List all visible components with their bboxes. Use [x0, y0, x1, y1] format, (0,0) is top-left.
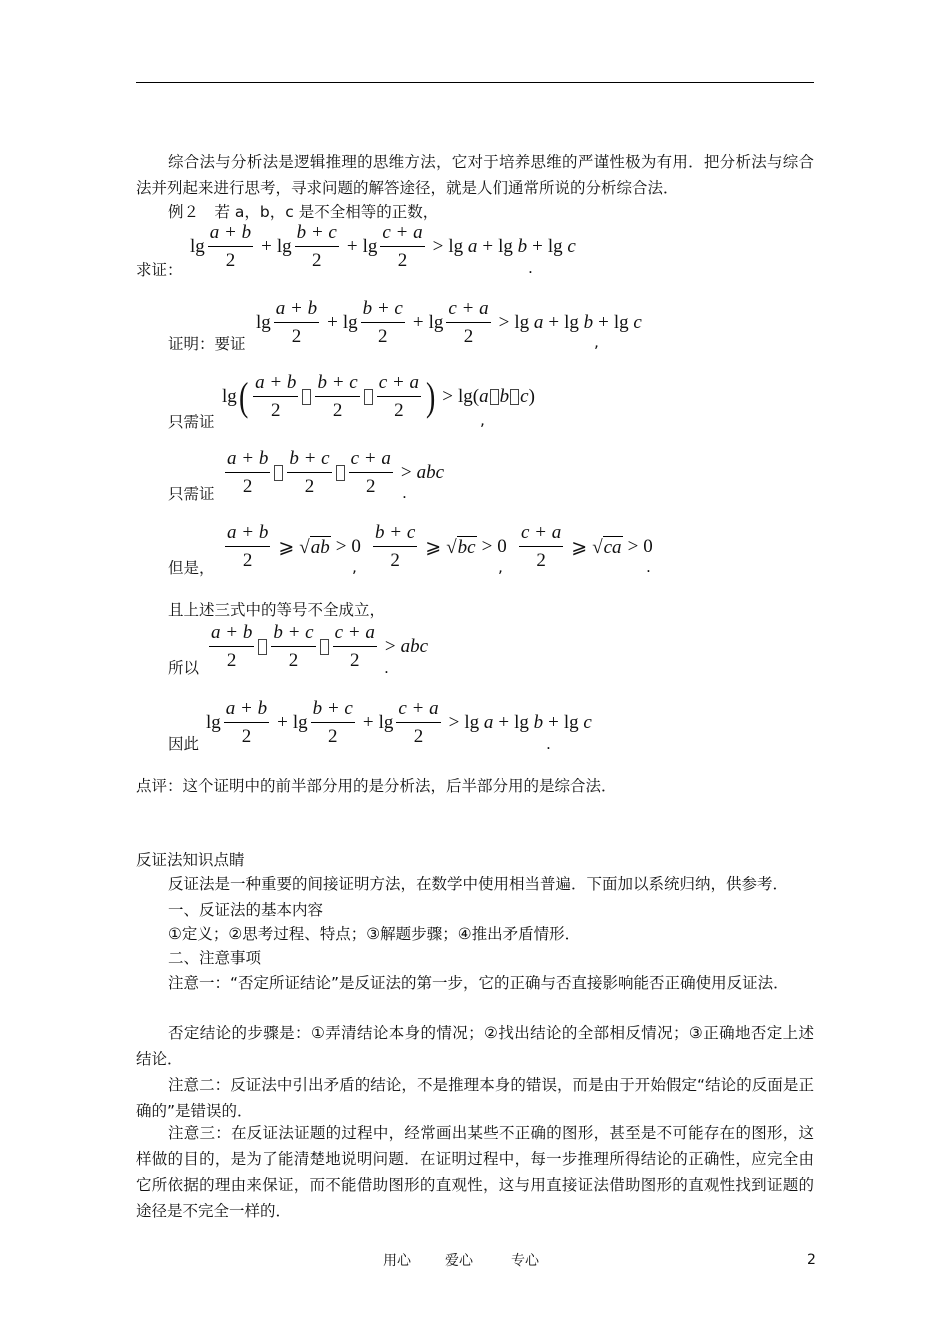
note-1-steps: 否定结论的步骤是：①弄清结论本身的情况；②找出结论的全部相反情况；③正确地否定上述结论．	[136, 1024, 814, 1068]
formula-zhixuzheng-2	[222, 448, 444, 498]
label-yinci: 因此	[168, 735, 200, 753]
denominator: 2	[311, 250, 322, 271]
period: .	[546, 735, 551, 753]
left-paren: (	[472, 386, 480, 407]
denominator: 2	[463, 326, 474, 347]
lg: lg	[448, 236, 464, 257]
section-title: 反证法知识点睛	[136, 851, 245, 869]
greater-than: >	[335, 536, 347, 557]
lg: lg	[190, 236, 205, 257]
lg: lg	[292, 712, 308, 733]
plus: +	[261, 236, 272, 257]
lg: lg	[458, 386, 473, 407]
section-intro: 反证法是一种重要的间接证明方法，在数学中使用相当普遍．下面加以系统归纳，供参考．	[168, 875, 789, 893]
label-qiuzheng: 求证：	[136, 261, 183, 279]
placeholder-box	[320, 639, 329, 655]
label-zhixuzheng: 只需证	[168, 485, 215, 503]
numerator: c + a	[396, 698, 440, 723]
page-number: 2	[807, 1252, 816, 1268]
placeholder-box	[336, 465, 345, 481]
formula-yaozheng	[256, 298, 642, 348]
plus: +	[277, 712, 288, 733]
zero: 0	[643, 536, 653, 557]
lg: lg	[256, 312, 271, 333]
zero: 0	[497, 536, 507, 557]
var-c: c	[583, 712, 592, 733]
denominator: 2	[377, 326, 388, 347]
greater-than: >	[442, 386, 454, 407]
lg: lg	[514, 312, 530, 333]
plus: +	[498, 712, 510, 733]
greater-than: >	[432, 236, 444, 257]
numerator: c + a	[349, 448, 393, 473]
denominator: 2	[241, 726, 252, 747]
var-b: b	[517, 236, 528, 257]
product-abc: abc	[400, 636, 429, 657]
numerator: c + a	[519, 522, 563, 547]
period: .	[646, 558, 651, 576]
right-paren: )	[528, 386, 535, 407]
lg: lg	[206, 712, 221, 733]
plus: +	[482, 236, 494, 257]
greater-than: >	[498, 312, 510, 333]
comma: ,	[594, 333, 599, 351]
content-items: ①定义；②思考过程、特点；③解题步骤；④推出矛盾情形．	[168, 925, 581, 943]
denominator: 2	[225, 250, 236, 271]
lg: lg	[342, 312, 358, 333]
plus: +	[532, 236, 543, 257]
var-b: b	[583, 312, 594, 333]
var-b: b	[533, 712, 544, 733]
lg: lg	[276, 236, 292, 257]
placeholder-box	[364, 389, 373, 405]
var-a: a	[483, 712, 494, 733]
denominator: 2	[242, 550, 253, 571]
numerator: a + b	[224, 698, 269, 723]
denominator: 2	[390, 550, 400, 571]
denominator: 2	[394, 400, 404, 421]
comment: 点评：这个证明中的前半部分用的是分析法，后半部分用的是综合法．	[136, 777, 617, 795]
numerator: b + c	[287, 448, 331, 473]
radicand: ab	[310, 536, 330, 558]
numerator: a + b	[274, 298, 319, 323]
sqrt-sign: √	[299, 536, 310, 558]
label-suoyi: 所以	[168, 659, 200, 677]
comma: ,	[352, 558, 357, 576]
lg: lg	[222, 386, 237, 407]
greater-than: >	[448, 712, 460, 733]
var-a: a	[533, 312, 544, 333]
formula-to-prove	[190, 222, 576, 272]
footer-zhuanxin: 专心	[511, 1253, 539, 1269]
plus: +	[548, 312, 560, 333]
period: .	[528, 259, 533, 277]
period: .	[384, 659, 389, 677]
inequality-ab	[222, 522, 361, 572]
denominator: 2	[327, 726, 338, 747]
radicand: bc	[457, 536, 476, 558]
lg: lg	[563, 712, 579, 733]
lg: lg	[428, 312, 444, 333]
right-paren: )	[425, 374, 436, 419]
numerator: a + b	[208, 222, 253, 247]
greater-than: >	[627, 536, 639, 557]
denominator: 2	[332, 400, 343, 421]
denominator: 2	[397, 250, 408, 271]
plus: +	[548, 712, 559, 733]
lg: lg	[378, 712, 394, 733]
lg: lg	[564, 312, 579, 333]
footer-aixin: 爱心	[445, 1253, 473, 1269]
numerator: a + b	[253, 372, 298, 397]
plus: +	[598, 312, 609, 333]
placeholder-box	[302, 389, 311, 405]
denominator: 2	[242, 476, 253, 497]
lg: lg	[362, 236, 378, 257]
denominator: 2	[291, 326, 302, 347]
plus: +	[327, 312, 338, 333]
placeholder-box	[490, 389, 499, 405]
greater-than: >	[481, 536, 493, 557]
formula-zhixuzheng-1	[222, 372, 535, 422]
numerator: c + a	[333, 622, 377, 647]
lg: lg	[498, 236, 513, 257]
denominator: 2	[349, 650, 360, 671]
radicand: ca	[603, 536, 622, 558]
numerator: c + a	[377, 372, 421, 397]
plus: +	[412, 312, 424, 333]
sqrt-sign: √	[592, 536, 603, 558]
numerator: b + c	[315, 372, 359, 397]
denominator: 2	[536, 550, 546, 571]
numerator: b + c	[373, 522, 417, 547]
formula-conclusion	[206, 698, 592, 748]
geq: ⩾	[425, 536, 442, 558]
left-paren: (	[238, 374, 249, 419]
numerator: c + a	[380, 222, 424, 247]
plus: +	[362, 712, 374, 733]
var-c: c	[567, 236, 576, 257]
greater-than: >	[384, 636, 396, 657]
inequality-ca	[516, 522, 653, 572]
placeholder-box	[258, 639, 267, 655]
numerator: b + c	[295, 222, 339, 247]
numerator: b + c	[311, 698, 355, 723]
numerator: c + a	[446, 298, 490, 323]
var-c: c	[633, 312, 642, 333]
var-c: c	[520, 386, 529, 407]
formula-suoyi	[206, 622, 428, 672]
placeholder-box	[274, 465, 283, 481]
period: .	[402, 484, 407, 502]
heading-basic-content: 一、反证法的基本内容	[168, 901, 324, 919]
label-zhixuzheng: 只需证	[168, 413, 215, 431]
numerator: a + b	[225, 522, 270, 547]
plus: +	[346, 236, 358, 257]
comma: ,	[498, 558, 503, 576]
inequality-bc	[370, 522, 507, 572]
denominator: 2	[271, 400, 281, 421]
placeholder-box	[510, 389, 519, 405]
note-2: 注意二：反证法中引出矛盾的结论，不是推理本身的错误，而是由于开始假定“结论的反面是正确的”是错误的．	[136, 1076, 814, 1120]
paragraph-synthesis-analysis: 综合法与分析法是逻辑推理的思维方法，它对于培养思维的严谨性极为有用．把分析法与综合法并列起来进行思考，寻求问题的解答途径，就是人们通常所说的分析综合法．	[136, 153, 814, 197]
denominator: 2	[226, 650, 237, 671]
note-3: 注意三：在反证法证题的过程中，经常画出某些不正确的图形，甚至是不可能存在的图形，这样做的目的，是为了能清楚地说明问题．在证明过程中，每一步推理所得结论的正确性，应完全由它所依据的理由来保证，而不能借助图形的直观性，这与用直接证法借助图形的直观性找到证题的途径是不完全一样的．	[136, 1124, 814, 1220]
sqrt-sign: √	[446, 536, 457, 558]
var-b: b	[499, 386, 510, 407]
heading-notes: 二、注意事项	[168, 949, 262, 967]
var-a: a	[467, 236, 478, 257]
var-a: a	[479, 386, 489, 407]
numerator: b + c	[361, 298, 405, 323]
lg: lg	[613, 312, 629, 333]
product-abc: abc	[416, 462, 445, 483]
equality-note: 且上述三式中的等号不全成立，	[168, 601, 386, 619]
denominator: 2	[365, 476, 376, 497]
lg: lg	[464, 712, 480, 733]
denominator: 2	[413, 726, 424, 747]
label-danshi: 但是，	[168, 559, 215, 577]
greater-than: >	[400, 462, 412, 483]
denominator: 2	[304, 476, 315, 497]
header-rule	[136, 82, 814, 83]
footer-yongxin: 用心	[383, 1253, 411, 1269]
comma: ,	[480, 411, 485, 429]
example-2-statement: 例２ 若 a，b，c 是不全相等的正数，	[168, 203, 439, 221]
geq: ⩾	[278, 536, 295, 558]
numerator: a + b	[209, 622, 254, 647]
geq: ⩾	[571, 536, 588, 558]
numerator: b + c	[271, 622, 315, 647]
lg: lg	[514, 712, 529, 733]
numerator: a + b	[225, 448, 270, 473]
note-1: 注意一：“否定所证结论”是反证法的第一步，它的正确与否直接影响能否正确使用反证法．	[168, 974, 789, 992]
denominator: 2	[288, 650, 299, 671]
label-zhengming: 证明：要证	[168, 335, 246, 353]
zero: 0	[351, 536, 361, 557]
lg: lg	[547, 236, 563, 257]
